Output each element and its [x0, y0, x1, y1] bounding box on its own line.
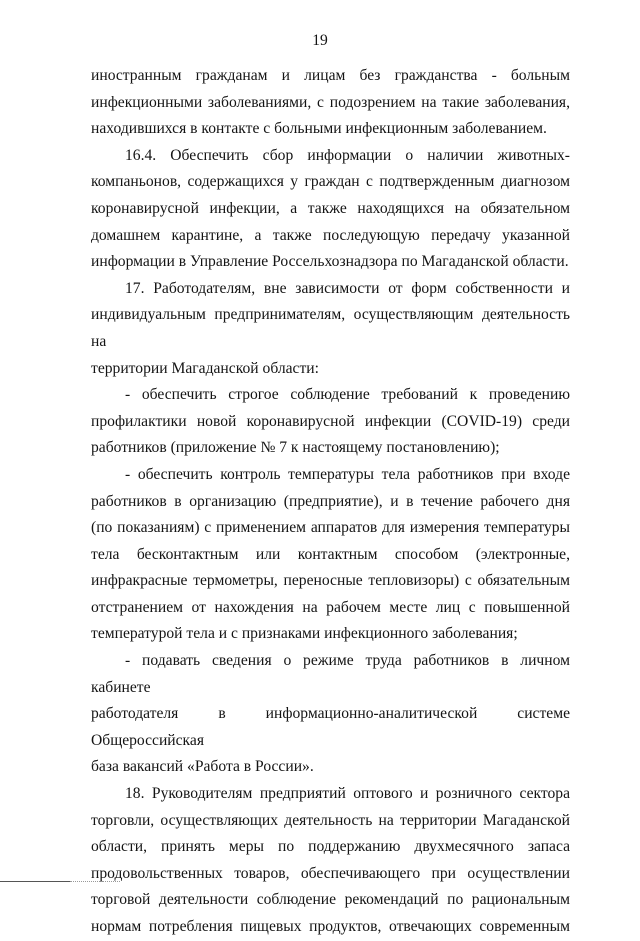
- text-line: отстранением от нахождения на рабочем месте лиц с повышенной: [91, 598, 570, 616]
- text-line: работников (приложение № 7 к настоящему постановлению);: [91, 439, 500, 457]
- text-line: работников в организацию (предприятие), и в течение рабочего дня: [91, 492, 570, 510]
- text-line: 18. Руководителям предприятий оптового и розничного сектора: [125, 785, 570, 803]
- text-line: коронавирусной инфекции, а также находящихся на обязательном: [91, 199, 570, 217]
- text-line: база вакансий «Работа в России».: [91, 758, 314, 776]
- text-line: 16.4. Обеспечить сбор информации о наличии животных-: [125, 146, 570, 164]
- text-line: территории Магаданской области:: [91, 359, 319, 377]
- footer-rule: [0, 881, 70, 882]
- text-line: температурой тела и с признаками инфекционного заболевания;: [91, 625, 518, 643]
- text-line: - обеспечить контроль температуры тела работников при входе: [125, 465, 570, 483]
- text-line: информации в Управление Россельхознадзора по Магаданской области.: [91, 253, 569, 271]
- text-line: инфракрасные термометры, переносные тепловизоры) с обязательным: [91, 572, 570, 590]
- footer-rule-dots: [70, 881, 120, 882]
- text-line: - подавать сведения о режиме труда работников в личном кабинете: [91, 652, 570, 696]
- text-line: продовольственных товаров, обеспечивающего при осуществлении: [91, 864, 570, 882]
- text-line: тела бесконтактным или контактным способом (электронные,: [91, 545, 570, 563]
- paragraph-18: [91, 781, 570, 941]
- text-line: области, принять меры по поддержанию двухмесячного запаса: [91, 838, 570, 856]
- text-line: - обеспечить строгое соблюдение требований к проведению: [125, 386, 570, 404]
- page-number: 19: [312, 32, 328, 49]
- paragraph-17-item-1: [91, 382, 570, 462]
- text-line: торговли, осуществляющих деятельность на территории Магаданской: [91, 811, 570, 829]
- text-line: инфекционными заболеваниями, с подозрением на такие заболевания,: [91, 93, 570, 111]
- paragraph-17-item-2: [91, 462, 570, 648]
- text-line: находившихся в контакте с больными инфекционным заболеванием.: [91, 120, 547, 138]
- text-line: нормам потребления пищевых продуктов, отвечающих современным: [91, 918, 570, 935]
- paragraph-17-item-3: [91, 648, 570, 781]
- text-line: иностранным гражданам и лицам без гражданства - больным: [91, 67, 570, 84]
- document-body: [91, 63, 570, 941]
- text-line: работодателя в информационно-аналитической системе Общероссийская: [91, 705, 570, 749]
- text-line: 17. Работодателям, вне зависимости от форм собственности и: [125, 279, 570, 297]
- paragraph-16-4: [91, 143, 570, 276]
- text-line: компаньонов, содержащихся у граждан с подтвержденным диагнозом: [91, 173, 570, 191]
- text-line: домашнем карантине, а также последующую передачу указанной: [91, 226, 570, 244]
- paragraph-foreigners-continuation: [91, 63, 570, 143]
- text-line: профилактики новой коронавирусной инфекции (COVID-19) среди: [91, 412, 570, 430]
- text-line: торговой деятельности соблюдение рекомендаций по рациональным: [91, 891, 570, 909]
- text-line: индивидуальным предпринимателям, осуществляющим деятельность на: [91, 306, 570, 350]
- text-line: (по показаниям) с применением аппаратов для измерения температуры: [91, 519, 570, 537]
- paragraph-17: [91, 276, 570, 382]
